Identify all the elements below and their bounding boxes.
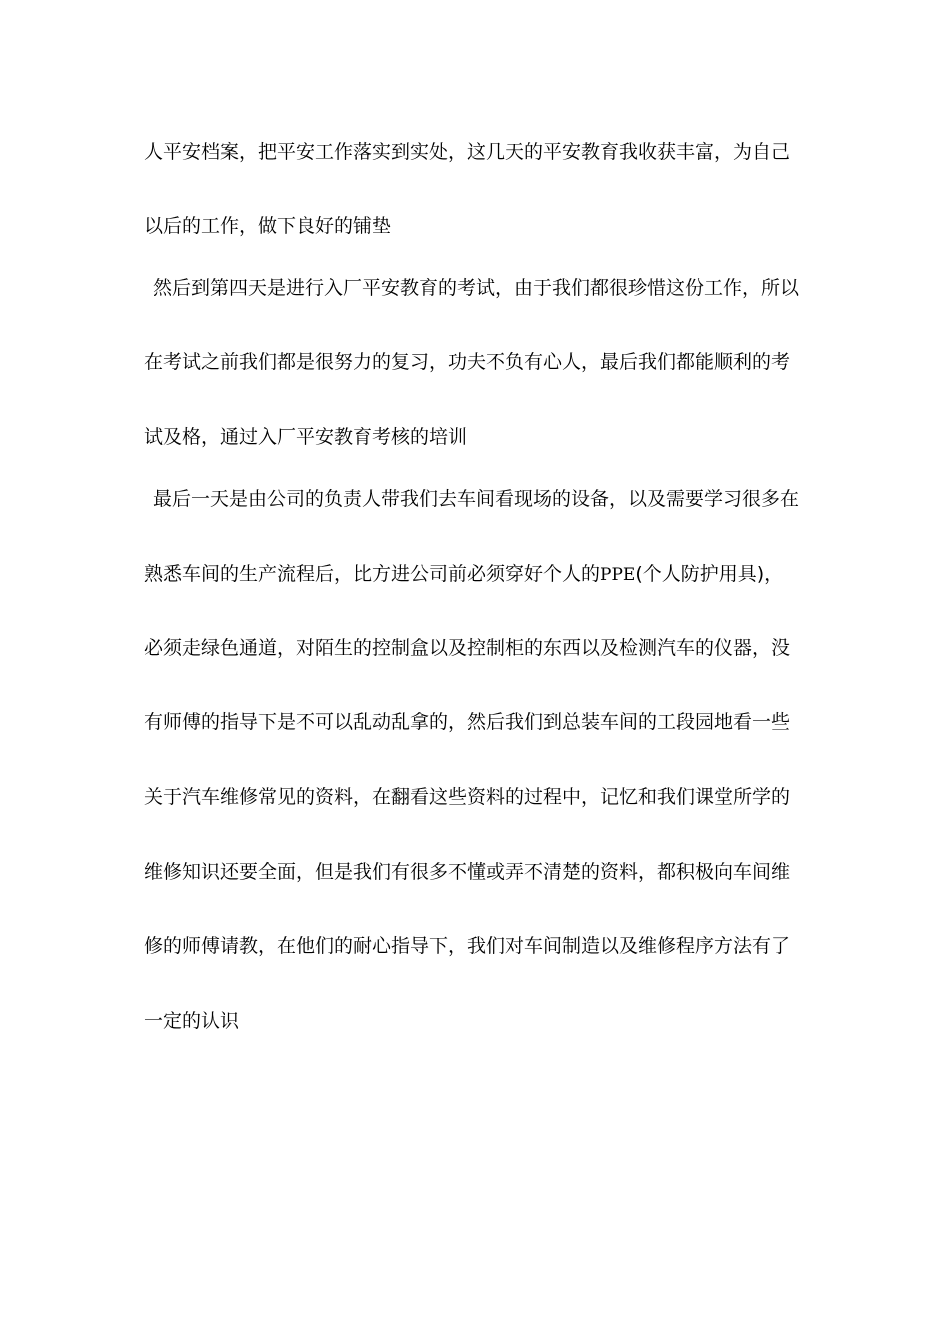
text-line-13: 一定的认识 [144,1010,240,1032]
text-line-9: 有师傅的指导下是不可以乱动乱拿的，然后我们到总装车间的工段园地看一些 [144,711,791,733]
text-line-6: 最后一天是由公司的负责人带我们去车间看现场的设备，以及需要学习很多在 [153,488,800,510]
text-line-1: 人平安档案，把平安工作落实到实处，这几天的平安教育我收获丰富，为自己 [144,141,791,163]
text-line-11: 维修知识还要全面，但是我们有很多不懂或弄不清楚的资料，都积极向车间维 [144,861,791,883]
text-line-4: 在考试之前我们都是很努力的复习，功夫不负有心人，最后我们都能顺利的考 [144,351,791,373]
text-line-2: 以后的工作，做下良好的铺垫 [144,215,392,237]
text-line-5: 试及格，通过入厂平安教育考核的培训 [144,426,468,448]
text-line-10: 关于汽车维修常见的资料，在翻看这些资料的过程中，记忆和我们课堂所学的 [144,786,791,808]
text-line-12: 修的师傅请教，在他们的耐心指导下，我们对车间制造以及维修程序方法有了 [144,935,791,957]
ppe-abbreviation: PPE [600,565,636,585]
ppe-line-before: 熟悉车间的生产流程后，比方进公司前必须穿好个人的 [144,563,601,585]
text-line-8: 必须走绿色通道，对陌生的控制盒以及控制柜的东西以及检测汽车的仪器，没 [144,637,791,659]
text-line-3: 然后到第四天是进行入厂平安教育的考试，由于我们都很珍惜这份工作，所以 [153,277,800,299]
ppe-line-after: (个人防护用具)， [635,563,784,585]
text-line-7 [144,562,783,587]
